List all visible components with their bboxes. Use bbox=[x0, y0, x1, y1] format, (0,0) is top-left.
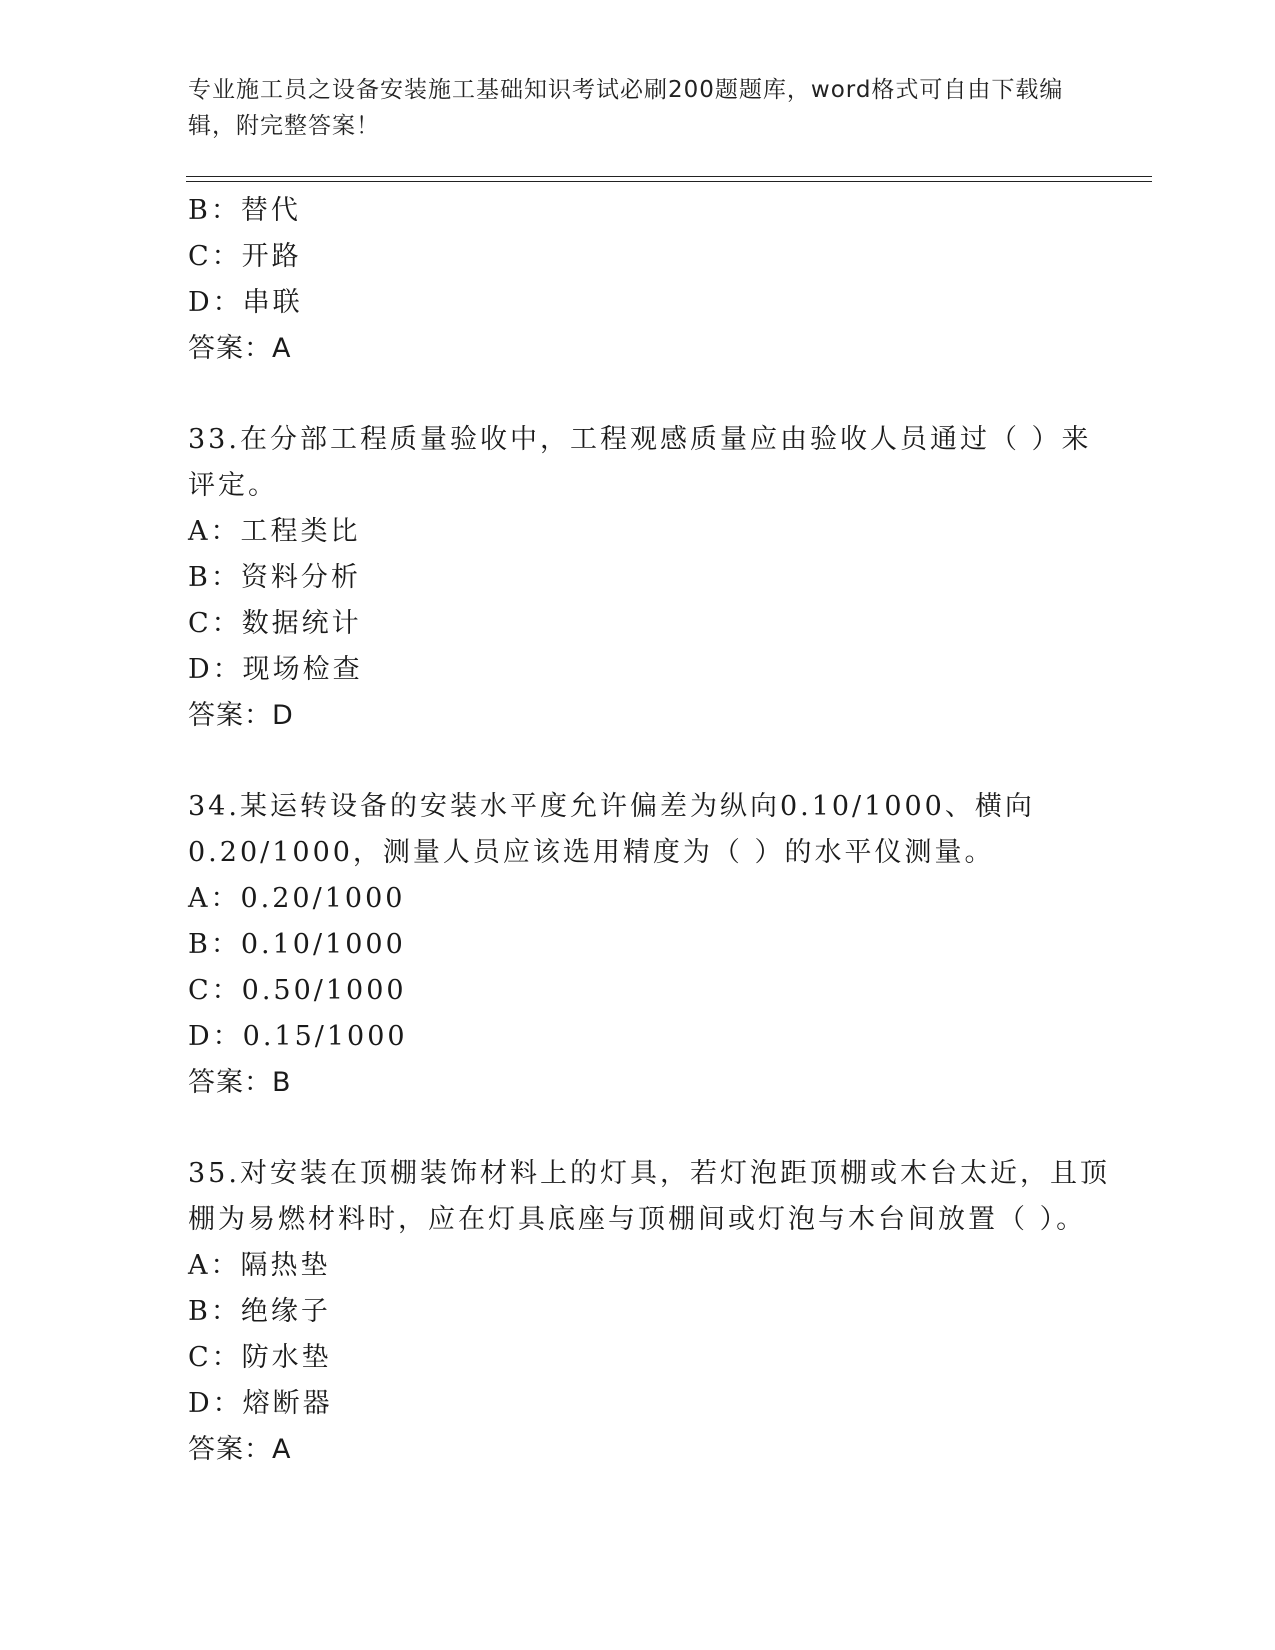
option-a: A：0.20/1000 bbox=[188, 883, 406, 914]
option-b: B：替代 bbox=[188, 195, 301, 226]
document-header: 专业施工员之设备安装施工基础知识考试必刷200题题库，word格式可自由下载编辑，附完整答案！ bbox=[188, 77, 1064, 139]
question-text-line1: 33.在分部工程质量验收中，工程观感质量应由验收人员通过（ ）来 bbox=[188, 424, 1092, 455]
question-34 bbox=[188, 784, 1088, 1106]
option-a: A：隔热垫 bbox=[188, 1250, 331, 1281]
question-33 bbox=[188, 417, 1092, 739]
option-b: B：资料分析 bbox=[188, 562, 361, 593]
question-35 bbox=[188, 1151, 1110, 1473]
question-text-line1: 34.某运转设备的安装水平度允许偏差为纵向0.10/1000、横向 bbox=[188, 791, 1035, 822]
answer-line: 答案：A bbox=[188, 1434, 292, 1465]
answer-line: 答案：B bbox=[188, 1067, 292, 1098]
option-d: D：0.15/1000 bbox=[188, 1021, 408, 1052]
question-text-line2: 0.20/1000，测量人员应该选用精度为（ ）的水平仪测量。 bbox=[188, 837, 995, 868]
option-b: B：绝缘子 bbox=[188, 1296, 331, 1327]
option-b: B：0.10/1000 bbox=[188, 929, 406, 960]
prev-question-block bbox=[188, 188, 1088, 372]
option-d: D：现场检查 bbox=[188, 654, 363, 685]
option-c: C：0.50/1000 bbox=[188, 975, 407, 1006]
document-body bbox=[188, 188, 1110, 1473]
option-d: D：串联 bbox=[188, 287, 303, 318]
option-c: C：数据统计 bbox=[188, 608, 362, 639]
option-c: C：开路 bbox=[188, 241, 302, 272]
option-c: C：防水垫 bbox=[188, 1342, 332, 1373]
question-text-line1: 35.对安装在顶棚装饰材料上的灯具，若灯泡距顶棚或木台太近，且顶 bbox=[188, 1158, 1110, 1189]
option-a: A：工程类比 bbox=[188, 516, 361, 547]
header-divider-top bbox=[186, 176, 1152, 177]
answer-line: 答案：A bbox=[188, 333, 292, 364]
question-text-line2: 棚为易燃材料时，应在灯具底座与顶棚间或灯泡与木台间放置（ ）。 bbox=[188, 1204, 1087, 1235]
answer-line: 答案：D bbox=[188, 700, 294, 731]
option-d: D：熔断器 bbox=[188, 1388, 333, 1419]
header-divider-bottom bbox=[186, 181, 1152, 182]
question-text-line2: 评定。 bbox=[188, 470, 278, 501]
